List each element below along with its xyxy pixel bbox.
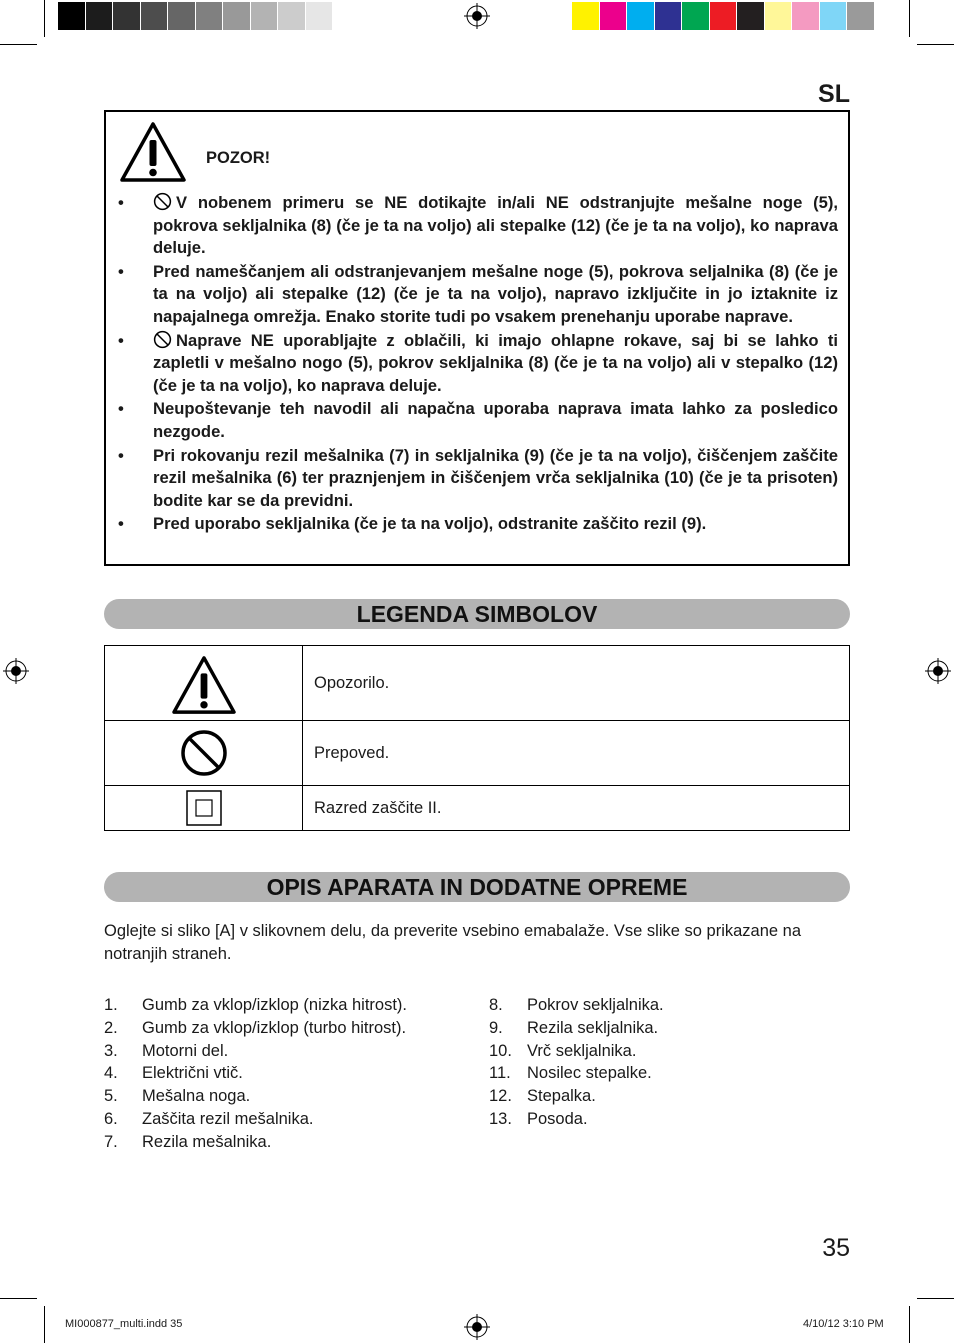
part-item [489, 1108, 664, 1131]
color-swatch [627, 2, 655, 30]
color-swatch [278, 2, 306, 30]
crop-mark [44, 0, 45, 37]
warning-item [116, 261, 838, 329]
warning-item-text: Neupoštevanje teh navodil ali napačna uporaba naprava imata lahko za posledico nezgode. [153, 399, 838, 441]
symbol-legend-table [104, 645, 850, 831]
part-item [104, 994, 407, 1017]
bullet: • [118, 193, 124, 212]
prohibition-icon [153, 192, 172, 211]
part-number: 8. [489, 996, 503, 1014]
legend-icon-cell [105, 646, 303, 721]
crop-mark [0, 1298, 37, 1299]
slug-file: MI000877_multi.indd 35 [65, 1318, 183, 1330]
grayscale-color-bar [58, 2, 361, 30]
part-number: 13. [489, 1109, 512, 1128]
color-swatch [572, 2, 600, 30]
part-number: 5. [104, 1087, 118, 1106]
part-number: 7. [104, 1132, 118, 1151]
part-item [489, 1085, 664, 1108]
color-swatch [113, 2, 141, 30]
warning-title: POZOR! [206, 149, 271, 167]
color-swatch [655, 2, 683, 30]
part-item [489, 1040, 664, 1063]
parts-list-left [104, 994, 407, 1154]
part-name: Električni vtič. [142, 1064, 243, 1083]
page-number: 35 [822, 1234, 850, 1262]
part-number: 6. [104, 1109, 118, 1128]
part-item [104, 1040, 407, 1063]
part-number: 10. [489, 1041, 512, 1060]
part-name: Rezila mešalnika. [142, 1132, 272, 1151]
slug-date: 4/10/12 3:10 PM [803, 1318, 884, 1330]
part-number: 4. [104, 1064, 118, 1083]
crop-mark [44, 1306, 45, 1343]
legend-icon-cell [105, 786, 303, 831]
part-item [489, 994, 664, 1017]
part-number: 12. [489, 1087, 512, 1106]
part-name: Posoda. [527, 1109, 588, 1128]
color-swatch [251, 2, 279, 30]
legend-row [105, 786, 850, 831]
part-item [104, 1131, 407, 1154]
parts-list-right [489, 994, 664, 1131]
legend-label: Prepoved. [303, 721, 850, 786]
part-item [104, 1085, 407, 1108]
part-item [104, 1017, 407, 1040]
color-swatch [710, 2, 738, 30]
part-item [104, 1062, 407, 1085]
part-number: 2. [104, 1018, 118, 1037]
registration-mark-icon [464, 1314, 490, 1340]
part-number: 9. [489, 1018, 503, 1037]
warning-item-text: Pred uporabo sekljalnika (če je ta na voljo), odstranite zaščito rezil (9). [153, 514, 707, 534]
bullet: • [118, 330, 124, 350]
color-swatch [58, 2, 86, 30]
warning-item [116, 513, 838, 536]
color-swatch [196, 2, 224, 30]
color-swatch [682, 2, 710, 30]
prohibition-icon [153, 330, 172, 349]
part-name: Gumb za vklop/izklop (turbo hitrost). [142, 1018, 407, 1037]
process-color-bar [572, 2, 875, 30]
warning-item [116, 192, 838, 260]
color-swatch [141, 2, 169, 30]
warning-item [116, 330, 838, 398]
language-code: SL [818, 80, 850, 108]
part-name: Stepalka. [527, 1087, 596, 1106]
part-name: Vrč sekljalnika. [527, 1041, 637, 1060]
registration-mark-icon [925, 658, 951, 684]
color-swatch [168, 2, 196, 30]
warning-item [116, 398, 838, 443]
registration-mark-icon [3, 658, 29, 684]
color-swatch [223, 2, 251, 30]
bullet: • [118, 445, 124, 465]
part-name: Zaščita rezil mešalnika. [142, 1109, 314, 1128]
bullet: • [118, 399, 124, 419]
legend-label: Opozorilo. [303, 646, 850, 721]
color-swatch [737, 2, 765, 30]
warning-list [116, 192, 838, 537]
legend-row [105, 646, 850, 721]
crop-mark [909, 1306, 910, 1343]
part-number: 11. [489, 1064, 511, 1083]
color-swatch [765, 2, 793, 30]
crop-mark [917, 1298, 954, 1299]
warning-item-text: Pred nameščanjem ali odstranjevanjem mešalne noge (5), pokrova seljalnika (8) (če je ta na voljo) ali stepalke (12) (če je ta na voljo), napravo izklјučite in jo iztaknite iz napajalnega omrežja. Enako storite tudi po vsakem prenehanju uporabe naprave. [153, 261, 838, 326]
color-swatch [86, 2, 114, 30]
color-swatch [820, 2, 848, 30]
part-number: 1. [104, 996, 118, 1014]
warning-item [116, 445, 838, 513]
part-item [489, 1062, 664, 1085]
crop-mark [917, 44, 954, 45]
part-name: Pokrov sekljalnika. [527, 996, 664, 1014]
registration-mark-icon [464, 3, 490, 29]
bullet: • [118, 261, 124, 281]
warning-triangle-icon [118, 120, 188, 184]
color-swatch [792, 2, 820, 30]
crop-mark [0, 44, 37, 45]
legend-row [105, 721, 850, 786]
color-swatch [600, 2, 628, 30]
part-item [104, 1108, 407, 1131]
color-swatch [847, 2, 875, 30]
warning-item-text: Pri rokovanju rezil mešalnika (7) in sekljalnika (9) (če je ta na voljo), čiščenjem zaščite rezil mešalnika (6) ter praznjenjem in čiščenjem vrča sekljalnika (10) (če je ta prisoten) bodite kar se da previdni. [153, 445, 838, 510]
class-ii-icon [186, 790, 222, 826]
legend-icon-cell [105, 721, 303, 786]
description-heading: OPIS APARATA IN DODATNE OPREME [104, 872, 850, 902]
color-swatch [306, 2, 334, 30]
intro-paragraph: Oglejte si sliko [A] v slikovnem delu, da preverite vsebino emabalaže. Vse slike so prikazane na notranjih straneh. [104, 922, 802, 963]
bullet: • [118, 514, 124, 534]
warning-item-text: Naprave NE uporabljajte z oblačili, ki imajo ohlapne rokave, saj bi se lahko ti zapletli v mešalno nogo (5), pokrov sekljalnika (8) (če je ta na voljo) ali v stepalko (12) (če je ta na voljo), ko naprava deluje. [153, 330, 838, 395]
part-name: Nosilec stepalke. [527, 1064, 652, 1083]
part-name: Mešalna noga. [142, 1087, 251, 1106]
warning-item-text: V nobenem primeru se NE dotikajte in/ali NE odstranjujte mešalne noge (5), pokrova sekljalnika (8) (če je ta na voljo) ali stepalke (12) (če je ta na voljo), ko naprava deluje. [153, 193, 838, 258]
part-name: Motorni del. [142, 1041, 229, 1060]
warning-triangle-icon [170, 654, 238, 716]
part-name: Rezila sekljalnika. [527, 1018, 659, 1037]
warning-box [104, 110, 850, 566]
legend-label: Razred zaščite II. [303, 786, 850, 831]
legend-heading: LEGENDA SIMBOLOV [104, 599, 850, 629]
prohibition-icon [180, 729, 228, 777]
part-item [489, 1017, 664, 1040]
part-name: Gumb za vklop/izklop (nizka hitrost). [142, 996, 408, 1014]
part-number: 3. [104, 1041, 118, 1060]
crop-mark [909, 0, 910, 37]
color-swatch [333, 2, 361, 30]
